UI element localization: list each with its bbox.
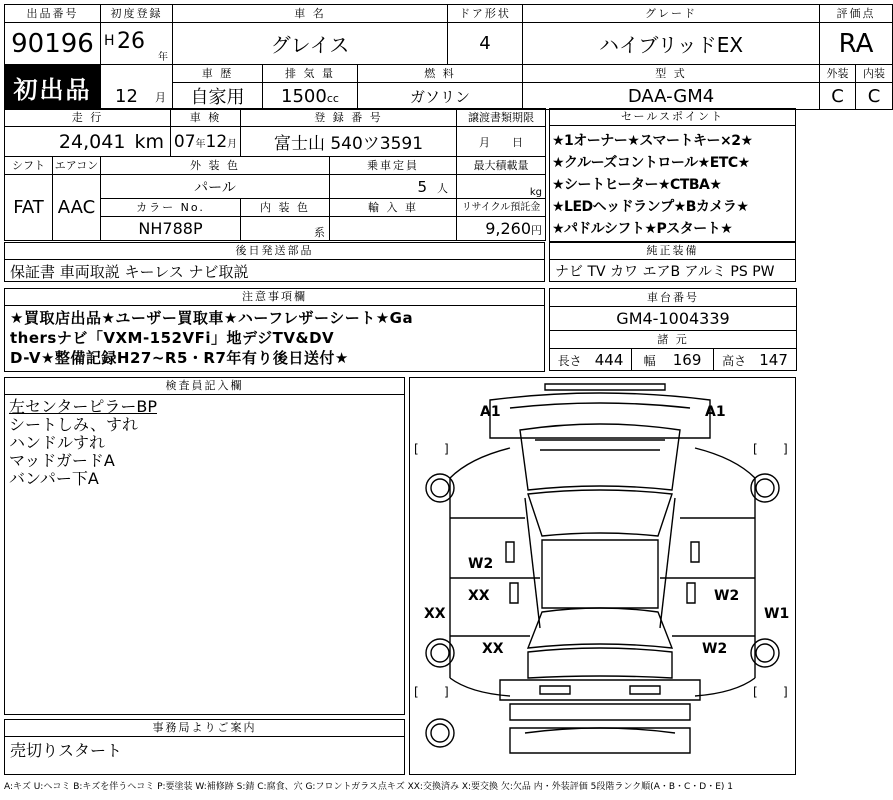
genuine-equipment-title: 純正装備 xyxy=(550,243,795,260)
width xyxy=(632,349,714,371)
doors: 4 xyxy=(448,23,523,65)
mileage-value: 24,041 xyxy=(58,130,126,153)
displacement-value: 1500 xyxy=(281,85,327,107)
chassis-number: GM4-1004339 xyxy=(550,307,797,331)
dims-title: 諸 元 xyxy=(550,331,797,349)
transfer-label: 譲渡書類期限 xyxy=(457,109,546,127)
transfer-day-unit: 日 xyxy=(512,135,524,149)
later-parts-text: 保証書 車両取説 キーレス ナビ取説 xyxy=(10,263,249,281)
color-no: NH788P xyxy=(101,217,241,241)
mileage-unit: km xyxy=(134,130,165,153)
history-label: 車 歴 xyxy=(173,65,263,83)
mark-right-rear-door: W2 xyxy=(714,588,740,604)
interior-score: C xyxy=(856,83,893,110)
mileage xyxy=(5,127,171,157)
color-no-label: カラー No. xyxy=(101,199,241,217)
inspection-year-unit: 年 xyxy=(195,138,206,150)
length xyxy=(550,349,632,371)
inspector-line: シートしみ、すれ xyxy=(9,415,138,434)
first-reg-label: 初度登録 xyxy=(101,5,173,23)
inspector-line: ハンドルすれ xyxy=(9,433,106,452)
chassis-title: 車台番号 xyxy=(550,289,797,307)
transfer-month-unit: 月 xyxy=(479,135,491,149)
recycle-label: リサイクル預託金 xyxy=(457,199,546,217)
model: DAA-GM4 xyxy=(523,83,820,110)
grade-label: グレード xyxy=(523,5,820,23)
height-label: 高さ xyxy=(722,354,747,368)
mark-front-right: A1 xyxy=(705,404,726,420)
inspection-month-unit: 月 xyxy=(227,138,238,150)
ac-label: エアコン xyxy=(53,157,101,175)
plate: 富士山 540ツ3591 xyxy=(241,127,457,157)
fuel-label: 燃 料 xyxy=(358,65,523,83)
notes-line: D-V★整備記録H27~R5・R7年有り後日送付★ xyxy=(10,349,349,367)
sales-points-title: セールスポイント xyxy=(550,109,795,126)
interior-color-label: 内 装 色 xyxy=(241,199,330,217)
inspector-lines xyxy=(5,395,404,490)
bracket-left-2-close: ] xyxy=(444,685,449,699)
notes-line: thersナビ「VXM-152VFi」地デジTV&DV xyxy=(10,329,335,347)
notes-panel xyxy=(4,288,545,372)
header-table xyxy=(4,4,893,110)
genuine-equipment-text: ナビ TV カワ エアB アルミ PS PW xyxy=(555,264,775,280)
import-label: 輸 入 車 xyxy=(330,199,457,217)
capacity xyxy=(330,175,457,199)
bracket-right-2-close: ] xyxy=(783,685,788,699)
era-letter: H xyxy=(104,33,115,49)
plate-label: 登 録 番 号 xyxy=(241,109,457,127)
inspector-panel xyxy=(4,377,405,715)
recycle xyxy=(457,217,546,241)
bracket-left-1-close: ] xyxy=(444,442,449,456)
car-diagram xyxy=(410,378,795,774)
year-unit: 年 xyxy=(158,52,168,63)
displacement xyxy=(263,83,358,110)
capacity-label: 乗車定員 xyxy=(330,157,457,175)
detail-table xyxy=(4,108,546,241)
grade: ハイブリッドEX xyxy=(523,23,820,65)
mark-front-left: A1 xyxy=(480,404,501,420)
sales-point-line: ★1オーナー★スマートキー×2★ xyxy=(552,133,753,149)
mark-right-side: W1 xyxy=(764,606,790,622)
displacement-label: 排 気 量 xyxy=(263,65,358,83)
color-label: 外 装 色 xyxy=(101,157,330,175)
inspector-line: マッドガードA xyxy=(9,451,115,470)
lot-number: 90196 xyxy=(5,23,101,65)
sales-point-line: ★シートヒーター★CTBA★ xyxy=(552,177,722,193)
sales-points-panel xyxy=(549,108,796,242)
car-name: グレイス xyxy=(173,23,448,65)
inspector-title: 検査員記入欄 xyxy=(5,378,404,395)
height-value: 147 xyxy=(759,351,788,369)
exterior-label: 外装 xyxy=(820,65,856,83)
score: RA xyxy=(820,23,893,65)
transfer-date xyxy=(457,127,546,157)
bracket-right-1-close: ] xyxy=(783,442,788,456)
height xyxy=(714,349,797,371)
first-listing-badge: 初出品 xyxy=(5,65,101,110)
recycle-value: 9,260 xyxy=(485,219,532,238)
width-value: 169 xyxy=(672,351,702,369)
mark-right-rear-quarter: W2 xyxy=(702,641,728,657)
fuel: ガソリン xyxy=(358,83,523,110)
exterior-score: C xyxy=(820,83,856,110)
office-text: 売切りスタート xyxy=(10,741,123,760)
history: 自家用 xyxy=(173,83,263,110)
office-title: 事務局よりご案内 xyxy=(5,720,404,737)
chassis-table xyxy=(549,288,797,371)
ac: AAC xyxy=(53,175,101,241)
notes-line: ★買取店出品★ユーザー買取車★ハーフレザーシート★Ga xyxy=(10,309,414,327)
interior-color-unit: 系 xyxy=(241,217,330,241)
month: 12 xyxy=(115,85,138,107)
inspection-label: 車 検 xyxy=(171,109,241,127)
width-label: 幅 xyxy=(643,354,656,368)
sales-point-line: ★クルーズコントロール★ETC★ xyxy=(552,155,750,171)
shift: FAT xyxy=(5,175,53,241)
capacity-unit: 人 xyxy=(437,182,449,195)
color: パール xyxy=(101,175,330,199)
era-year: 26 xyxy=(117,29,145,54)
inspection xyxy=(171,127,241,157)
capacity-value: 5 xyxy=(417,178,428,196)
score-label: 評価点 xyxy=(820,5,893,23)
recycle-unit: 円 xyxy=(531,224,543,237)
import-value xyxy=(330,217,457,241)
length-label: 長さ xyxy=(557,354,582,368)
genuine-equipment-panel xyxy=(549,242,796,282)
load-label: 最大積載量 xyxy=(457,157,546,175)
bracket-right-1: [ xyxy=(753,442,758,456)
inspection-year: 07 xyxy=(173,131,196,152)
later-parts-panel xyxy=(4,242,545,282)
mileage-label: 走 行 xyxy=(5,109,171,127)
inspector-line: 左センターピラーBP xyxy=(9,397,157,416)
later-parts-title: 後日発送部品 xyxy=(5,243,544,260)
inspection-month: 12 xyxy=(205,131,228,152)
bracket-right-2: [ xyxy=(753,685,758,699)
load-unit: kg xyxy=(457,175,546,199)
mark-left-front-door: W2 xyxy=(468,556,494,572)
model-label: 型 式 xyxy=(523,65,820,83)
first-reg-month xyxy=(101,83,173,110)
shift-label: シフト xyxy=(5,157,53,175)
car-name-label: 車 名 xyxy=(173,5,448,23)
office-panel xyxy=(4,719,405,775)
mark-left-rear-door: XX xyxy=(468,588,490,604)
damage-diagram-panel xyxy=(409,377,796,775)
interior-label: 内装 xyxy=(856,65,893,83)
length-value: 444 xyxy=(594,351,624,369)
displacement-unit: cc xyxy=(326,91,339,105)
mark-left-side: XX xyxy=(424,606,446,622)
bracket-left-2: [ xyxy=(414,685,419,699)
notes-title: 注意事項欄 xyxy=(5,289,544,306)
door-label: ドア形状 xyxy=(448,5,523,23)
mark-left-rear-quarter: XX xyxy=(482,641,504,657)
month-unit: 月 xyxy=(155,90,166,104)
sales-point-line: ★パドルシフト★Pスタート★ xyxy=(552,221,733,237)
first-reg-year xyxy=(101,23,173,65)
sales-point-line: ★LEDヘッドランプ★Bカメラ★ xyxy=(552,199,749,215)
lot-label: 出品番号 xyxy=(5,5,101,23)
bracket-left-1: [ xyxy=(414,442,419,456)
inspector-line: バンパー下A xyxy=(9,469,99,488)
legend: A:キズ U:ヘコミ B:キズを伴うヘコミ P:要塗装 W:補修跡 S:錆 C:腐食、穴 G:フロントガラス点キズ XX:交換済み X:要交換 欠:欠品 内・外装評価 5段階ランク順(A・B・C・D・E) 1 xyxy=(4,782,734,792)
